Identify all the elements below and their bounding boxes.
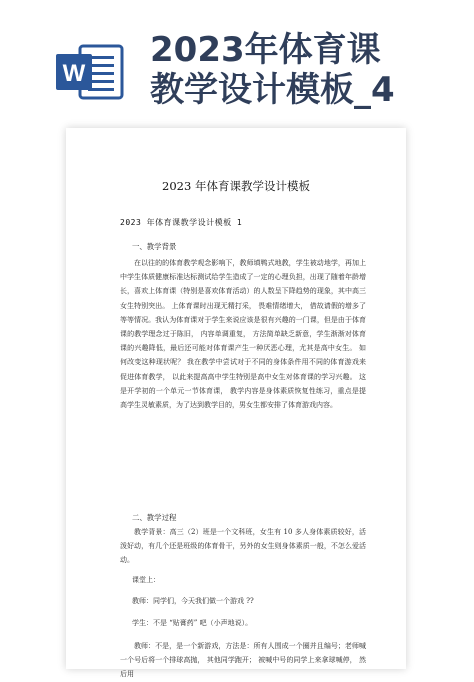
- word-icon-letter: W: [62, 60, 86, 87]
- dialog-line-1: 教师：同学们，今天我们做一个游戏 ??: [132, 597, 254, 605]
- dialog-line-3: 教师：不是，是一个新游戏，方法是：所有人围成一个圈并且编号；老师喊一个号后将一个排球高抛， 其他同学跑开； 被喊中号的同学上来拿球喊停， 然后用: [120, 642, 366, 679]
- document-subtitle: 2023 年体育课教学设计模板 1: [120, 218, 243, 227]
- banner-title: [150, 30, 470, 110]
- section-body-background: 在以往的的体育教学观念影响下，教师填鸭式地教，学生被动地学，再加上中学生体质健康标准达标测试给学生造成了一定的心理负担，出现了随着年龄增长，喜欢上体育课（特别是喜欢体育活动）的人数呈下降趋势的现象，其中高三女生特别突出。 上体育课时出现无精打采， 畏难情绪增大， 借故请假的增多了等等情况。我认为体育课对于学生来说应该是很有兴趣的一门课，但是由于体育课的教学理念过于陈旧， 内容单调重复， 方法简单缺乏新意，学生渐渐对体育课的兴趣降低，最后还可能对体育课产生一种厌恶心理，尤其是高中女生。 如何改变这种现状呢？ 我在教学中尝试对于不同的身体条件用不同的体育游戏来促进体育教学， 以此来提高高中学生特别是高中女生对体育课的学习兴趣。 这是开学初的一个单元一节体育课， 教学内容是身体素质恢复性练习，重点是提高学生灵敏素质，为了达到教学目的，男女生都安排了体育游戏内容。: [120, 259, 366, 410]
- banner-title-line-1: 2023年体育课: [150, 30, 381, 70]
- dialog-line-2: 学生：不是 “贴膏药” 吧（小声地说）。: [132, 619, 253, 627]
- section-body-process: 教学背景：高三（2）班是一个文科班，女生有 10 多人身体素质较好，活泼好动，有几个还是班级的体育骨干，另外的女生则身体素质一般，不怎么爱活动。: [120, 528, 366, 565]
- banner-title-line-2: 教学设计模板_4: [150, 70, 395, 110]
- class-label: 课堂上：: [132, 576, 160, 584]
- banner: [0, 0, 474, 130]
- section-heading-background: 一、教学背景: [132, 242, 177, 251]
- section-heading-process: 二、教学过程: [132, 513, 177, 522]
- document-title: 2023 年体育课教学设计模板: [162, 179, 310, 193]
- word-icon: [54, 42, 126, 102]
- document-page: [66, 128, 406, 679]
